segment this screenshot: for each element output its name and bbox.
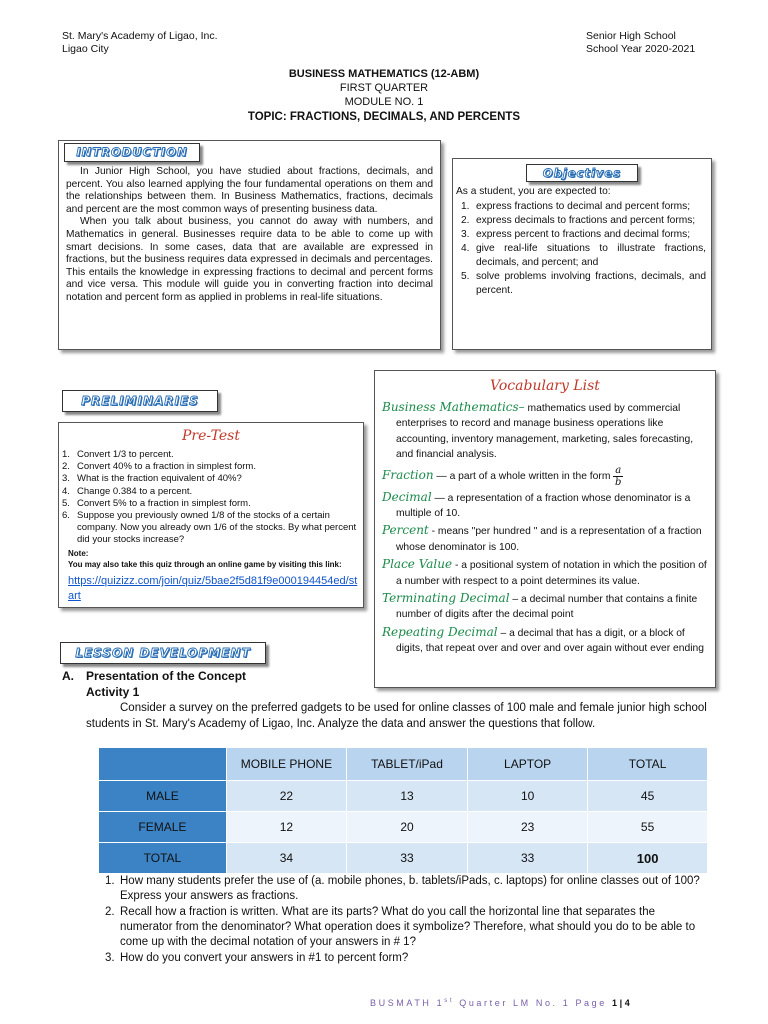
vocabulary-definition: mathematics used by commercial enterprises to record and manage business operations like accounting, inventory management, marketing, sales forecasting, and financial analysis. [396, 403, 694, 461]
objective-number: 1. [461, 201, 470, 212]
table-row [99, 843, 708, 874]
vocabulary-title: Vocabulary List [490, 378, 600, 394]
objective-item [461, 228, 706, 242]
objective-number: 2. [461, 215, 470, 226]
footer-page: 1 [611, 998, 620, 1008]
vocabulary-term: Terminating Decimal [382, 591, 510, 606]
vocabulary-definition: – a decimal number that contains a finite number of digits after the decimal point [396, 594, 698, 621]
pretest-item [62, 510, 359, 547]
pretest-number: 3. [62, 473, 70, 485]
pretest-title: Pre-Test [182, 428, 240, 444]
vocabulary-entry [382, 625, 710, 657]
objectives-intro: As a student, you are expected to: [456, 186, 611, 197]
pretest-item [62, 461, 359, 473]
fraction-denominator: b [615, 476, 622, 488]
table-header-cell: TOTAL [588, 748, 708, 781]
pretest-item [62, 485, 359, 498]
vocabulary-term: Decimal [382, 489, 432, 504]
school-year: School Year 2020-2021 [586, 43, 696, 55]
question-item [105, 874, 710, 904]
table-header-cell: LAPTOP [468, 748, 588, 781]
table-row-label: TOTAL [99, 843, 227, 874]
activity-title: Activity 1 [86, 685, 140, 699]
vocabulary-entry [382, 523, 710, 555]
pretest-item [62, 497, 359, 510]
school-level: Senior High School [586, 30, 676, 42]
school-city: Ligao City [62, 43, 109, 55]
vocabulary-term: Percent [382, 523, 429, 538]
school-name: St. Mary's Academy of Ligao, Inc. [62, 30, 218, 42]
table-header-cell: MOBILE PHONE [226, 748, 346, 781]
section-title: Presentation of the Concept [86, 669, 247, 683]
introduction-text [66, 166, 433, 305]
vocabulary-definition: - means "per hundred " and is a representation of a fraction whose denominator is 100. [396, 526, 702, 553]
table-header-cell [99, 748, 227, 781]
question-number: 2. [105, 906, 115, 918]
footer-separator: | [619, 998, 625, 1008]
topic-title: TOPIC: FRACTIONS, DECIMALS, AND PERCENTS [247, 111, 521, 123]
objective-number: 3. [461, 229, 470, 240]
vocabulary-term: Repeating Decimal [382, 624, 498, 639]
fraction-numerator: a [615, 464, 622, 476]
table-row [99, 781, 708, 812]
vocabulary-definition: – a decimal that has a digit, or a block of digits, that repeat over and over and over again without ever ending [396, 627, 704, 655]
vocabulary-entry [382, 490, 710, 522]
vocabulary-term: Fraction [382, 467, 434, 482]
activity-intro: Consider a survey on the preferred gadgets to be used for online classes of 100 male and female junior high school students in St. Mary's Academy of Ligao, Inc. Analyze the data and answer the questions that follow. [86, 702, 707, 730]
vocabulary-definition: — a part of a whole written in the form [433, 470, 614, 482]
preliminaries-heading: PRELIMINARIES [62, 390, 218, 412]
table-row [99, 812, 708, 843]
table-cell: 34 [226, 843, 346, 874]
pretest-item [62, 473, 359, 485]
footer-course: BUSMATH 1 [370, 998, 445, 1008]
table-cell: 100 [588, 843, 708, 874]
objective-text: express decimals to fractions and percent forms; [476, 215, 696, 226]
objective-item [461, 200, 706, 214]
quarter-title: FIRST QUARTER [339, 82, 429, 94]
lesson-development-heading: LESSON DEVELOPMENT [60, 642, 266, 664]
question-item [105, 951, 710, 966]
pretest-number: 6. [62, 510, 70, 522]
table-cell: 45 [588, 781, 708, 812]
table-cell: 10 [468, 781, 588, 812]
question-text: How many students prefer the use of (a. mobile phones, b. tablets/iPads, c. laptops) for online classes out of 100? Express your answers as fractions. [120, 875, 700, 902]
fraction-notation [613, 465, 623, 488]
pretest-text: Convert 1/3 to percent. [77, 449, 174, 460]
pretest-text: Convert 5% to a fraction in simplest form. [77, 497, 251, 509]
pretest-text: Convert 40% to a fraction in simplest form. [77, 461, 256, 473]
footer-sup: st [444, 998, 455, 1004]
vocabulary-term: Place Value [382, 557, 453, 572]
pretest-text: Change 0.384 to a percent. [77, 485, 193, 497]
vocabulary-entry [382, 591, 710, 623]
table-row-label: FEMALE [99, 812, 227, 843]
vocabulary-entry [382, 557, 710, 589]
pretest-number: 5. [62, 497, 70, 509]
vocabulary-list [382, 400, 710, 659]
table-cell: 12 [226, 812, 346, 843]
survey-table [98, 747, 708, 874]
pretest-item [62, 449, 359, 461]
quiz-link[interactable]: https://quizizz.com/join/quiz/5bae2f5d81f9e000194454ed/start [68, 575, 358, 602]
footer-total: 4 [624, 998, 633, 1008]
table-cell: 33 [346, 843, 467, 874]
introduction-paragraph-1: In Junior High School, you have studied about fractions, decimals, and percent. You also learned applying the four fundamental operations on them and the relationships between them. In Business Mathematics, fractions, decimals and percent are the most common ways of presenting business data. [66, 166, 433, 215]
pretest-list [62, 449, 359, 547]
table-row-label: MALE [99, 781, 227, 812]
footer-quarter: Quarter LM No. 1 Page [454, 998, 612, 1008]
table-cell: 23 [468, 812, 588, 843]
table-cell: 20 [346, 812, 467, 843]
introduction-paragraph-2: When you talk about business, you cannot do away with numbers, and Mathematics in general. Businesses require data to be able to come up with smart decisions. In some cases, data that are available are expressed in fractions, but the business requires data expressed in decimals and percentages. This entails the knowledge in expressing fractions to decimal and percent forms and vice versa. This module will guide you in converting fraction into decimal notation and percent form as applied in problems in real-life situations. [66, 216, 433, 303]
table-header-row [99, 748, 708, 781]
objective-text: give real-life situations to illustrate fractions, decimals, and percent; and [476, 243, 706, 268]
vocabulary-definition: - a positional system of notation in which the position of a number with respect to a point determines its value. [396, 560, 707, 587]
objective-item [461, 214, 706, 228]
objectives-list [461, 200, 706, 298]
pretest-text: Suppose you previously owned 1/8 of the stocks of a certain company. Now you already own 1/6 of the stocks. By what percent did your stocks increase? [77, 510, 357, 546]
question-number: 3. [105, 952, 115, 964]
table-cell: 33 [468, 843, 588, 874]
section-letter: A. [62, 669, 74, 683]
pretest-number: 2. [62, 461, 70, 473]
question-list [105, 874, 710, 967]
question-text: How do you convert your answers in #1 to percent form? [120, 952, 409, 964]
introduction-heading: INTRODUCTION [64, 143, 200, 162]
objective-number: 4. [461, 243, 470, 254]
objective-item [461, 242, 706, 270]
table-header-cell: TABLET/iPad [346, 748, 467, 781]
objective-number: 5. [461, 271, 470, 282]
table-cell: 55 [588, 812, 708, 843]
vocabulary-entry [382, 400, 710, 463]
question-number: 1. [105, 875, 115, 887]
pretest-note-label: Note: [68, 549, 89, 558]
pretest-number: 1. [62, 449, 70, 460]
pretest-number: 4. [62, 485, 70, 497]
footer [370, 998, 632, 1008]
table-cell: 13 [346, 781, 467, 812]
question-text: Recall how a fraction is written. What are its parts? What do you call the horizontal line that separates the numerator from the denominator? What operation does it symbolize? Therefore, what should you do to be able to come up with the decimal notation of your answers in # 1? [120, 906, 696, 948]
objective-text: express fractions to decimal and percent forms; [476, 201, 691, 212]
course-title: BUSINESS MATHEMATICS (12-ABM) [288, 68, 480, 80]
objective-text: solve problems involving fractions, decimals, and percent. [476, 271, 706, 296]
objective-item [461, 270, 706, 298]
vocabulary-definition: — a representation of a fraction whose denominator is a multiple of 10. [396, 492, 691, 520]
pretest-text: What is the fraction equivalent of 40%? [77, 473, 242, 485]
module-title: MODULE NO. 1 [344, 96, 424, 108]
pretest-note-text: You may also take this quiz through an online game by visiting this link: [68, 560, 342, 569]
table-cell: 22 [226, 781, 346, 812]
vocabulary-term: Business Mathematics– [382, 400, 525, 414]
objective-text: express percent to fractions and decimal forms; [476, 229, 691, 240]
vocabulary-entry [382, 465, 710, 488]
question-item [105, 905, 710, 950]
objectives-heading: Objectives [526, 164, 638, 182]
